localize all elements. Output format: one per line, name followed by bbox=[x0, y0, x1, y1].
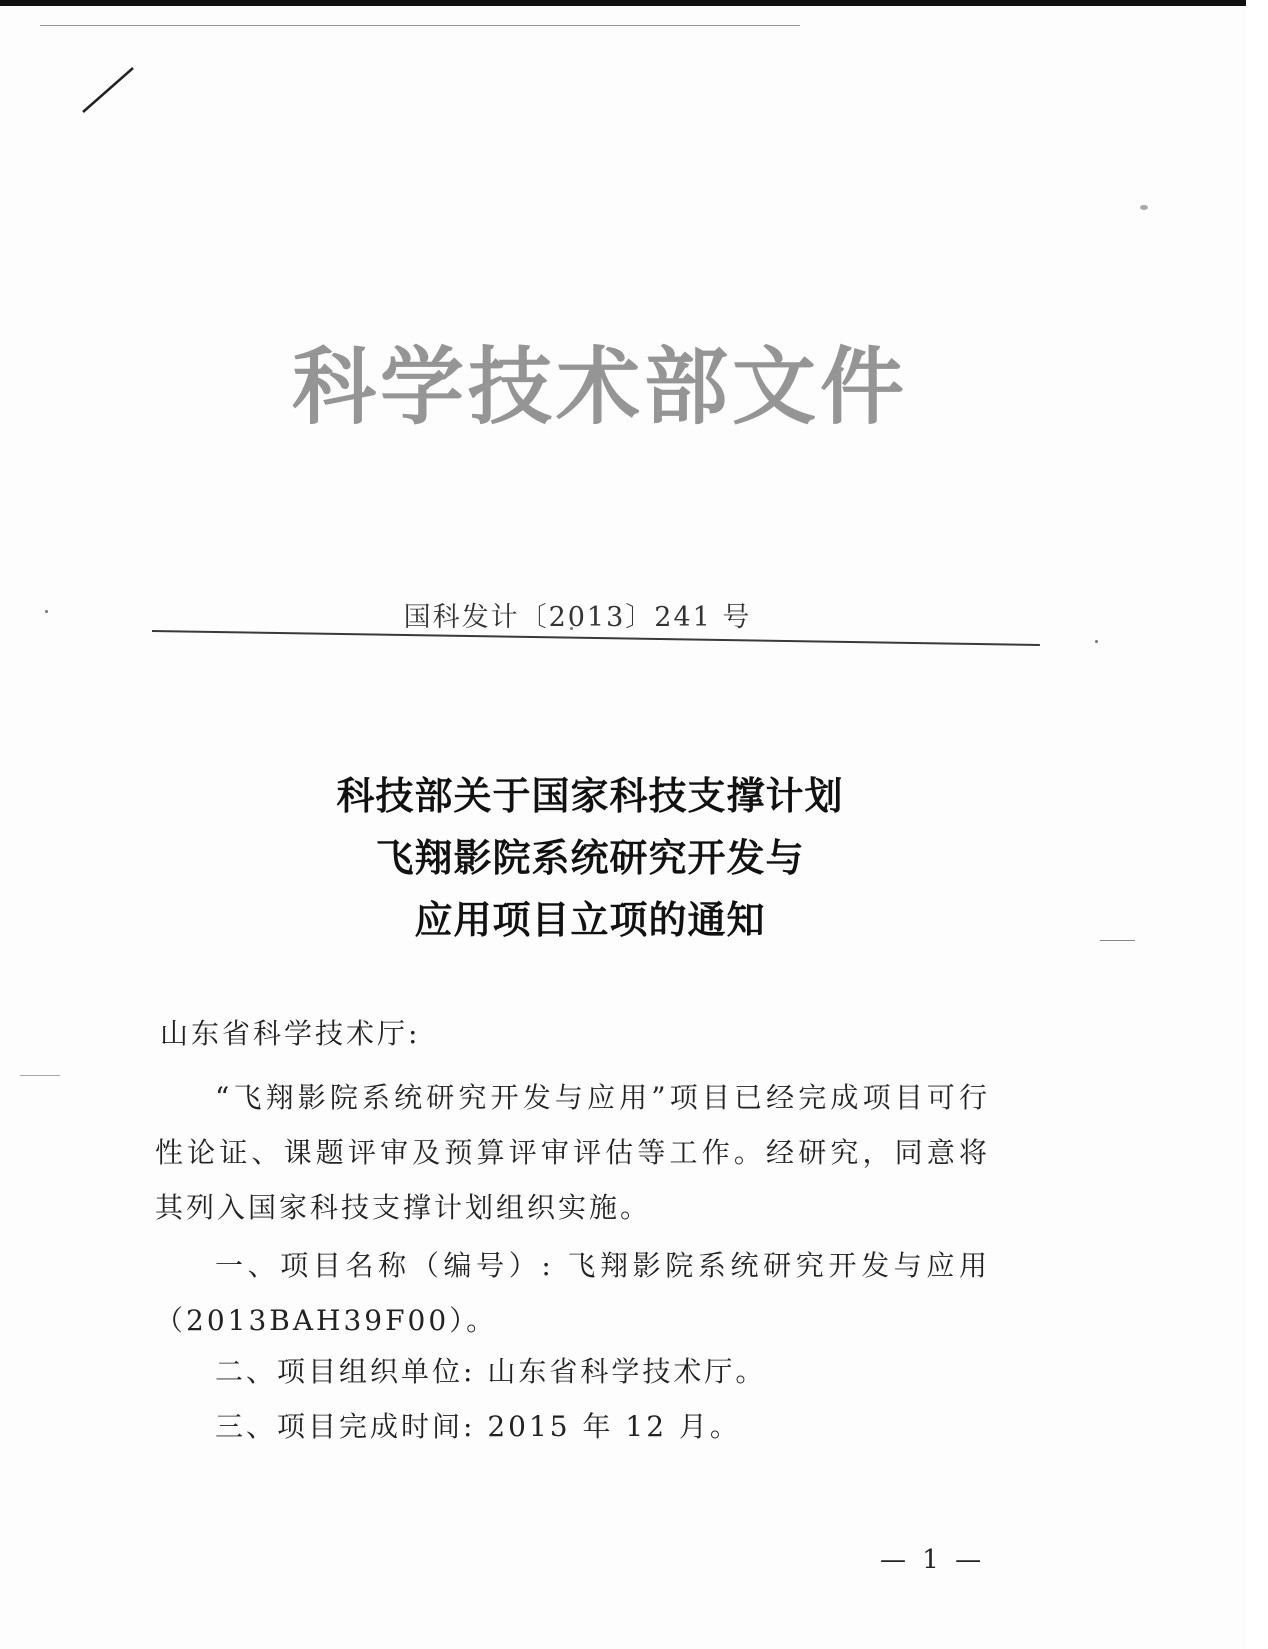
item-organizing-unit: 二、项目组织单位: 山东省科学技术厅。 bbox=[215, 1355, 767, 1388]
scan-streak bbox=[20, 1075, 60, 1076]
pen-mark bbox=[0, 0, 200, 140]
item-project-name: 一、项目名称（编号）: 飞翔影院系统研究开发与应用（2013BAH39F00）。 bbox=[155, 1249, 990, 1337]
title-line: 飞翔影院系统研究开发与 bbox=[375, 836, 805, 880]
notice-title bbox=[0, 765, 1180, 951]
addressee: 山东省科学技术厅: bbox=[160, 1017, 421, 1050]
issuer-title: 科学技术部文件 bbox=[291, 338, 908, 436]
item-completion-time: 三、项目完成时间: 2015 年 12 月。 bbox=[215, 1410, 741, 1443]
scan-border-right bbox=[1246, 0, 1268, 1649]
intro-paragraph: “飞翔影院系统研究开发与应用”项目已经完成项目可行性论证、课题评审及预算评审评估等工作。经研究，同意将其列入国家科技支撑计划组织实施。 bbox=[155, 1081, 990, 1224]
scan-speck bbox=[1140, 205, 1148, 210]
title-line: 科技部关于国家科技支撑计划 bbox=[336, 774, 844, 818]
document-number: 国科发计〔2013〕241 号 bbox=[403, 602, 752, 633]
scan-speck bbox=[1095, 640, 1098, 643]
title-line: 应用项目立项的通知 bbox=[414, 898, 766, 942]
page-number: — 1 — bbox=[880, 1545, 986, 1575]
